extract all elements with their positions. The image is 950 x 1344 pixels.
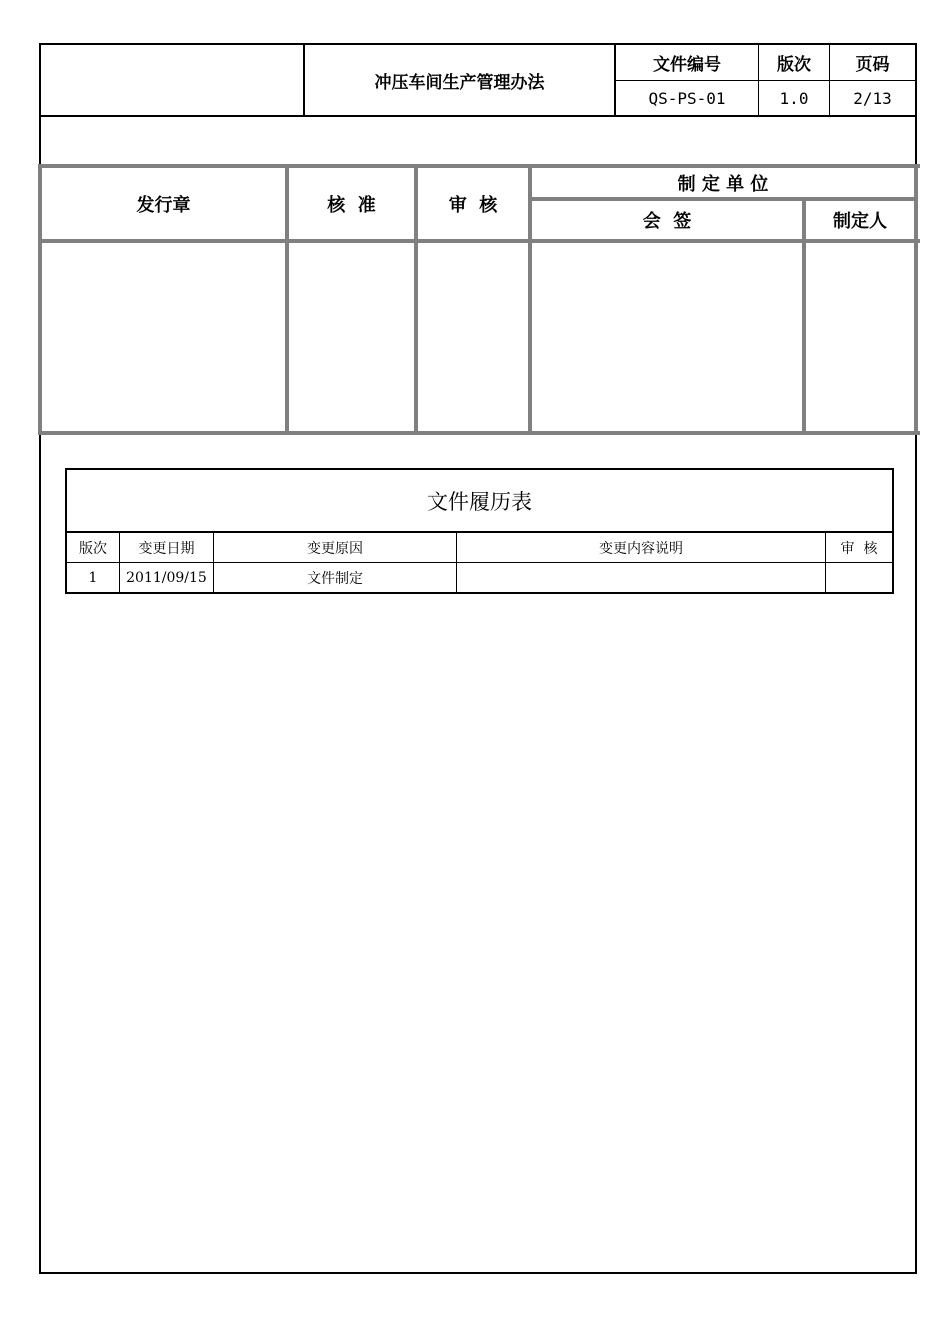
- history-cell-review: [826, 563, 892, 592]
- making-unit-label: 制 定 单 位: [677, 173, 769, 195]
- approval-bottom-border: [38, 431, 920, 435]
- issue-stamp-cell: [42, 243, 285, 431]
- doc-number-label: 文件编号: [653, 55, 721, 75]
- page-label: 页码: [855, 55, 890, 75]
- history-cell-version: 1: [88, 569, 98, 586]
- approve-label: 核 准: [327, 194, 376, 216]
- history-title: 文件履历表: [427, 489, 532, 514]
- history-cell-reason: 文件制定: [307, 570, 363, 587]
- history-right-border: [892, 468, 894, 594]
- history-col-date: 变更日期: [138, 540, 195, 557]
- logo-area: [41, 45, 303, 115]
- page-number-value: 2/13: [853, 88, 892, 108]
- approve-signature-cell: [289, 243, 414, 431]
- approval-right-border: [914, 164, 918, 435]
- history-col-version: 版次: [79, 540, 107, 557]
- issue-stamp-label: 发行章: [136, 194, 191, 216]
- review-signature-cell: [418, 243, 528, 431]
- countersign-signature-cell: [532, 243, 802, 431]
- maker-label: 制定人: [833, 211, 887, 232]
- history-cell-date: 2011/09/15: [126, 569, 207, 586]
- countersign-label: 会 签: [642, 211, 692, 232]
- review-label: 审 核: [448, 194, 498, 216]
- maker-signature-cell: [806, 243, 914, 431]
- history-cell-content: [457, 563, 825, 592]
- document-title: 冲压车间生产管理办法: [374, 72, 545, 93]
- history-col-reason: 变更原因: [307, 540, 363, 557]
- history-col-content: 变更内容说明: [599, 540, 683, 557]
- history-bottom-border: [65, 592, 894, 594]
- header-bottom-border: [39, 115, 917, 117]
- doc-number-value: QS-PS-01: [648, 88, 726, 108]
- history-col-review: 审 核: [840, 540, 878, 557]
- version-label: 版次: [777, 55, 811, 75]
- version-value: 1.0: [779, 88, 809, 108]
